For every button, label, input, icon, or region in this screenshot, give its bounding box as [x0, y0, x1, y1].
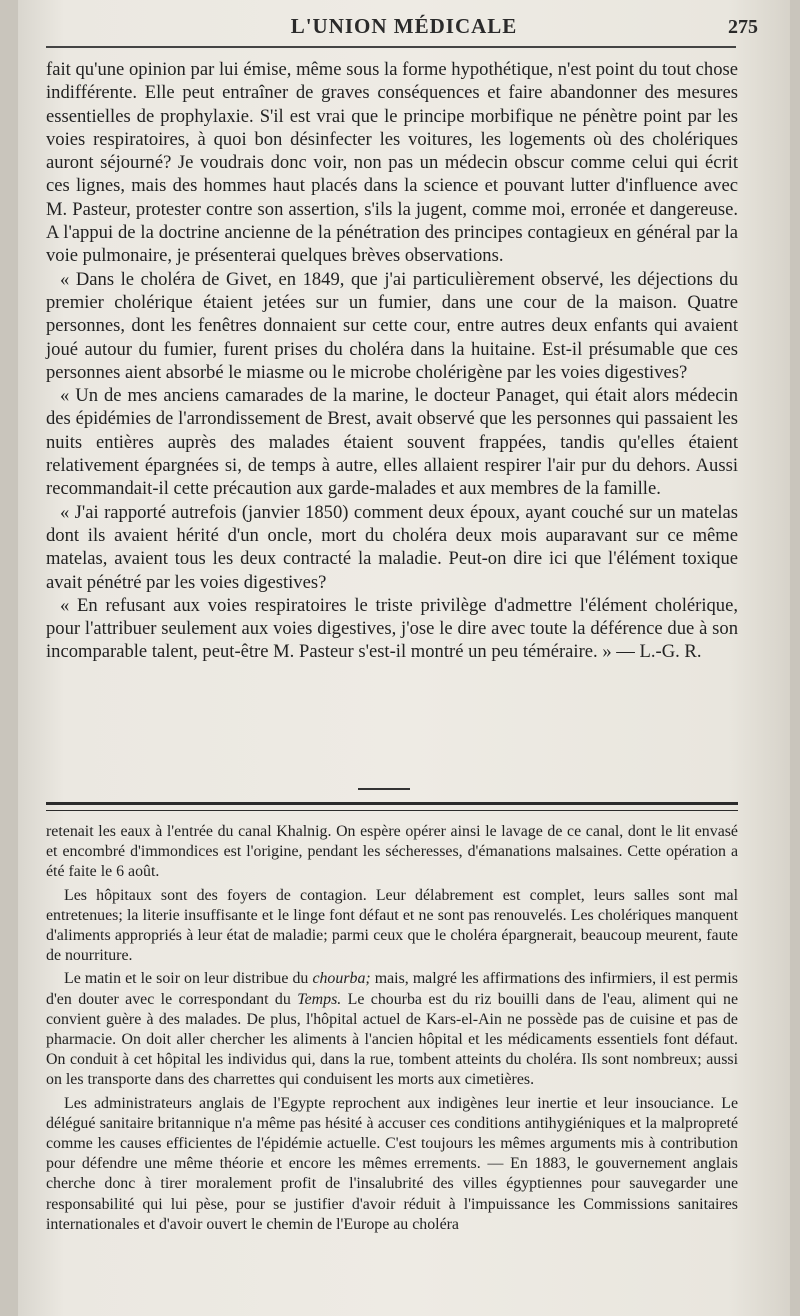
running-title: L'UNION MÉDICALE	[290, 14, 518, 38]
text-run: Le matin et le soir on leur distribue du	[64, 970, 313, 988]
lower-paragraph	[46, 969, 738, 1090]
italic-newspaper-title: Temps.	[297, 990, 342, 1008]
upper-paragraph: fait qu'une opinion par lui émise, même sous la forme hypothétique, n'est point du tout chose indifférente. Elle peut entraîner de graves conséquences et faire abandonner des mesures essentielles de prophylaxie. S'il est vrai que le principe morbifique ne pénètre point par les voies respiratoires, à quoi bon désinfecter les voitures, les logements où des cholériques auront séjourné? Je voudrais donc voir, non pas un médecin obscur comme celui qui écrit ces lignes, mais des hommes haut placés dans la science et pouvant lutter d'influence avec M. Pasteur, protester contre son assertion, s'ils la jugent, comme moi, erronée et dangereuse. A l'appui de la doctrine ancienne de la pénétration des principes contagieux en général par la voie pulmonaire, je présenterai quelques brèves observations.	[46, 59, 738, 267]
lower-article	[46, 822, 738, 1238]
page-number: 275	[728, 16, 758, 38]
section-divider	[46, 802, 738, 811]
italic-term-chourba: chourba;	[312, 970, 371, 988]
header-rule	[46, 46, 736, 48]
lower-paragraph: retenait les eaux à l'entrée du canal Khalnig. On espère opérer ainsi le lavage de ce canal, dont le lit envasé et encombré d'immondices est l'origine, pendant les sécheresses, d'émanations malsaines. Cette opération a été faite le 6 août.	[46, 823, 738, 881]
upper-paragraph: « Dans le choléra de Givet, en 1849, que j'ai particulièrement observé, les déjections du premier cholérique étaient jetées sur un fumier, dans une cour de la maison. Quatre personnes, dont les fenêtres donnaient sur cette cour, entre autres deux enfants qui avaient joué autour du fumier, furent prises du choléra dans la huitaine. Est-il présumable que ces personnes aient absorbé le miasme ou le microbe cholérigène par les voies digestives?	[46, 268, 738, 383]
lower-paragraph: Les hôpitaux sont des foyers de contagion. Leur délabrement est complet, leurs salles sont mal entretenues; la literie insuffisante et le linge font défaut et ne sont pas renouvelés. Les cholériques manquent d'aliments appropriés à leur état de maladie; parmi ceux que le choléra épargnerait, beaucoup meurent, faute de nourriture.	[46, 886, 738, 965]
upper-paragraph: « J'ai rapporté autrefois (janvier 1850) comment deux époux, ayant couché sur un matelas dont ils avaient hérité d'un oncle, mort du choléra deux mois auparavant sur ce même matelas, avaient tous les deux contracté la maladie. Peut-on dire ici que l'élément toxique avait pénétré par les voies digestives?	[46, 501, 738, 593]
document-page	[18, 0, 790, 1316]
lower-paragraph: Les administrateurs anglais de l'Egypte reprochent aux indigènes leur inertie et leur insouciance. Le délégué sanitaire britannique n'a même pas hésité à accuser ces conditions antihygiéniques et la malpropreté comme les causes efficientes de l'épidémie actuelle. C'est toujours les mêmes arguments mis à contribution pour défendre une même théorie et encore les mêmes errements. — En 1883, le gouvernement anglais cherche donc à tirer moralement profit de l'insalubrité des villes égyptiennes pour sauvegarder une responsabilité qui lui pèse, pour se justifier d'avoir réduit à l'impuissance les Commissions sanitaires internationales et d'avoir ouvert le chemin de l'Europe au choléra	[46, 1094, 738, 1233]
upper-paragraph: « Un de mes anciens camarades de la marine, le docteur Panaget, qui était alors médecin des épidémies de l'arrondissement de Brest, avait observé que les personnes qui passaient les nuits entières auprès des malades étaient souvent frappées, tandis qu'elles étaient relativement épargnées si, de temps à autre, elles allaient respirer l'air pur du dehors. Aussi recommandait-il cette précaution aux garde-malades et aux membres de la famille.	[46, 385, 738, 500]
page-header	[18, 10, 790, 46]
text-run: Le chourba est du riz bouilli dans de l'eau, aliment qui ne convient guère à des malades. De plus, l'hôpital actuel de Kars-el-Ain ne possède pas de cuisine et pas de pharmacie. On doit aller chercher les aliments à l'ancien hôpital et les médicaments essentiels font défaut. On conduit à cet hôpital les individus qui, dans la rue, tombent atteints du choléra. Ils sont nombreux; aussi on les transporte dans des charrettes qui conduisent les morts aux cimetières.	[46, 990, 739, 1089]
upper-paragraph: « En refusant aux voies respiratoires le triste privilège d'admettre l'élément cholérique, pour l'attribuer seulement aux voies digestives, j'ose le dire avec toute la déférence due à son incomparable talent, peut-être M. Pasteur s'est-il montré un peu téméraire. » — L.-G. R.	[46, 594, 738, 663]
upper-article	[46, 58, 738, 664]
end-of-article-rule	[358, 788, 410, 790]
text-run: mais, malgré les affirmations des infirmiers, il est permis d'en douter avec le correspondant du	[46, 970, 738, 1008]
